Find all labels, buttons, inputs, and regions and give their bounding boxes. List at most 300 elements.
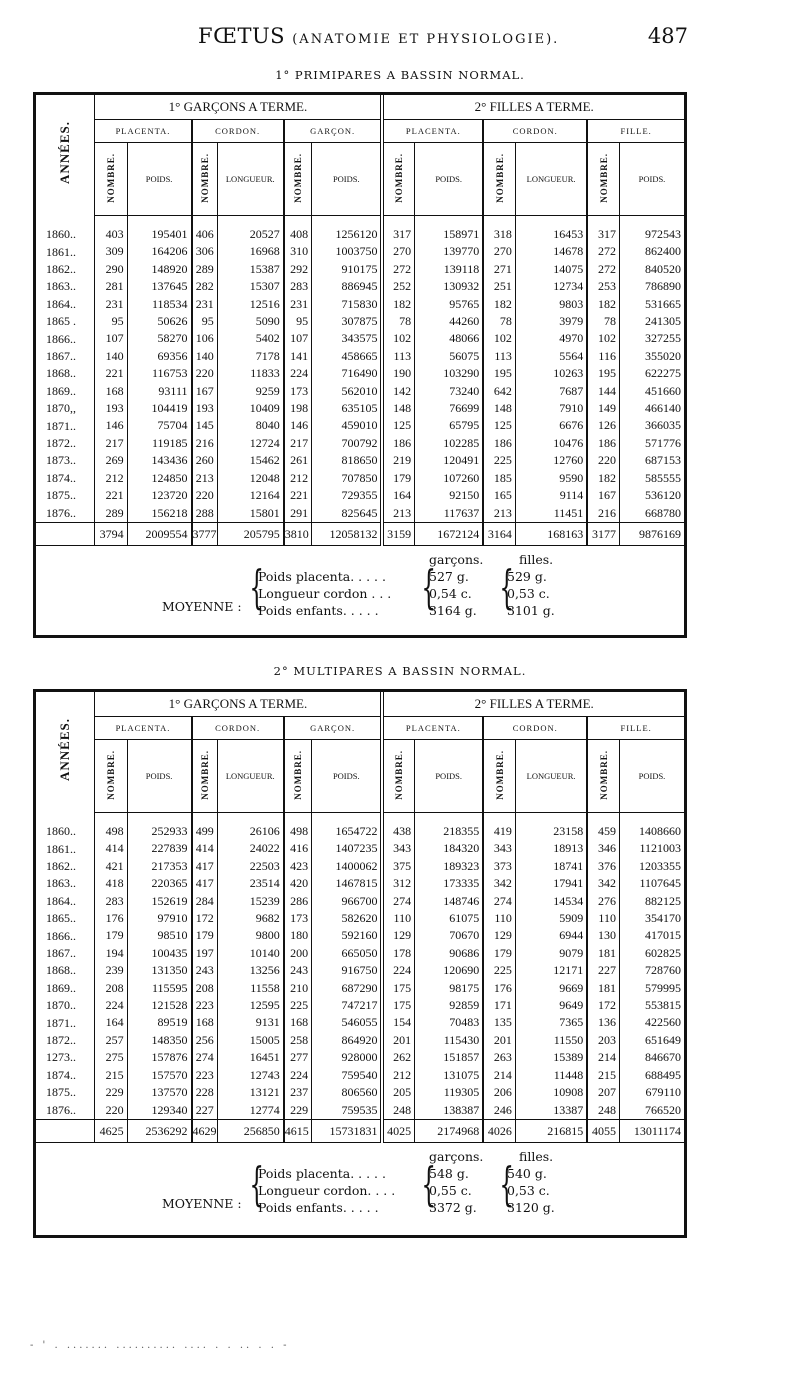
value-cell: 291 [284,505,312,523]
value-cell: 158971 [415,216,484,244]
nombre-label: NOMBRE. [598,153,609,203]
value-cell: 406 [192,216,218,244]
value-cell: 252 [382,278,414,295]
table-row [36,313,684,330]
garcons-values [429,568,477,619]
value-cell: 12595 [217,997,284,1014]
value-cell: 665050 [312,945,383,962]
value-cell: 283 [284,278,312,295]
value-cell: 846670 [619,1049,684,1066]
garcons-value: 0,54 c. [429,585,472,601]
value-cell: 138387 [415,1102,484,1120]
value-cell: 9114 [515,487,587,504]
value-cell: 241305 [619,313,684,330]
value-cell: 1256120 [312,216,383,244]
value-cell: 231 [284,296,312,313]
year-cell: 1273.. [46,1050,76,1065]
garcons-values [429,1165,477,1216]
total-cell: 256850 [217,1119,284,1142]
total-cell: 2174968 [415,1119,484,1142]
value-cell: 253 [587,278,619,295]
count-header [192,740,218,813]
value-cell: 423 [284,858,312,875]
count-header [483,740,515,813]
value-cell: 26106 [217,813,284,841]
value-cell: 130 [587,927,619,944]
value-cell: 277 [284,1049,312,1066]
girls-placenta-header: PLACENTA. [382,120,483,143]
value-cell: 9669 [515,980,587,997]
total-cell: 3164 [483,522,515,545]
value-cell: 92859 [415,997,484,1014]
value-cell: 176 [95,910,127,927]
value-cell: 928000 [312,1049,383,1066]
value-cell: 707850 [312,470,383,487]
value-cell: 421 [95,858,127,875]
value-cell: 194 [95,945,127,962]
value-cell: 124850 [127,470,191,487]
running-title [198,24,559,48]
boys-child-header: GARÇON. [284,717,383,740]
year-cell: 1870,, [46,401,76,416]
leaf-label: POIDS. [145,174,173,184]
value-cell: 193 [95,400,127,417]
value-cell: 668780 [619,505,684,523]
value-cell: 146 [284,417,312,434]
value-cell: 16453 [515,216,587,244]
value-cell: 50626 [127,313,191,330]
value-cell: 90686 [415,945,484,962]
value-cell: 14075 [515,261,587,278]
moyenne-item: Poids placenta. . . . . [258,568,386,584]
value-cell: 1654722 [312,813,383,841]
value-cell: 78 [587,313,619,330]
count-header [95,740,127,813]
total-cell: 3794 [95,522,127,545]
left-brace: { [249,1156,264,1211]
value-cell: 206 [483,1084,515,1101]
leaf-label: LONGUEUR. [225,174,275,184]
value-cell: 459 [587,813,619,841]
value-cell: 571776 [619,435,684,452]
year-cell: 1860.. [46,226,76,241]
value-cell: 355020 [619,348,684,365]
girls-child-header: FILLE. [587,120,684,143]
year-cell: 1872.. [46,436,76,451]
garcons-brace: { [421,559,436,614]
value-cell: 289 [192,261,218,278]
value-cell: 198 [284,400,312,417]
value-cell: 123720 [127,487,191,504]
value-cell: 15387 [217,261,284,278]
garcons-column-header: garçons. [429,551,484,567]
value-cell: 168 [95,383,127,400]
value-cell: 14534 [515,893,587,910]
boys-cordon-header: CORDON. [192,120,284,143]
value-cell: 146 [95,417,127,434]
value-cell: 141 [284,348,312,365]
value-header [515,143,587,216]
page-number: 487 [647,24,688,48]
table-row [36,927,684,944]
value-cell: 252933 [127,813,191,841]
value-cell: 231 [192,296,218,313]
value-cell: 148920 [127,261,191,278]
garcons-value: 0,55 c. [429,1182,472,1198]
value-cell: 5402 [217,330,284,347]
total-cell: 2009554 [127,522,191,545]
value-cell: 148350 [127,1032,191,1049]
value-cell: 237 [284,1084,312,1101]
value-header [312,740,383,813]
value-cell: 288 [192,505,218,523]
value-cell: 107260 [415,470,484,487]
year-cell: 1871.. [46,418,76,433]
girls-cordon-header: CORDON. [483,120,587,143]
value-cell: 129 [382,927,414,944]
value-cell: 12164 [217,487,284,504]
value-cell: 223 [192,997,218,1014]
year-cell: 1867.. [46,946,76,961]
value-cell: 210 [284,980,312,997]
value-cell: 195 [483,365,515,382]
value-cell: 546055 [312,1014,383,1031]
value-cell: 168 [284,1014,312,1031]
girls-child-header: FILLE. [587,717,684,740]
value-cell: 862400 [619,243,684,260]
value-cell: 13121 [217,1084,284,1101]
annees-label: ANNÉES. [57,121,73,185]
value-cell: 217 [284,435,312,452]
garcons-brace: { [421,1156,436,1211]
value-cell: 220365 [127,875,191,892]
value-cell: 164 [95,1014,127,1031]
value-cell: 106 [192,330,218,347]
value-cell: 759540 [312,1067,383,1084]
value-cell: 9803 [515,296,587,313]
count-header [192,143,218,216]
value-cell: 69356 [127,348,191,365]
value-cell: 451660 [619,383,684,400]
filles-column-header: filles. [519,551,554,567]
value-cell: 193 [192,400,218,417]
value-cell: 270 [483,243,515,260]
value-cell: 221 [284,487,312,504]
value-cell: 137645 [127,278,191,295]
leaf-label: LONGUEUR. [526,174,576,184]
value-cell: 224 [382,962,414,979]
value-cell: 185 [483,470,515,487]
year-cell: 1863.. [46,279,76,294]
value-cell: 92150 [415,487,484,504]
value-cell: 95 [95,313,127,330]
page-bottom-specks: - ' . ....... .......... .... . . .. . . - [30,1340,290,1351]
total-cell: 205795 [217,522,284,545]
value-cell: 180 [284,927,312,944]
total-cell: 12058132 [312,522,383,545]
value-cell: 257 [95,1032,127,1049]
value-cell: 916750 [312,962,383,979]
value-cell: 592160 [312,927,383,944]
garcons-value: 548 g. [429,1165,469,1181]
value-cell: 403 [95,216,127,244]
value-cell: 167 [192,383,218,400]
value-cell: 98175 [415,980,484,997]
value-cell: 148746 [415,893,484,910]
leaf-label: POIDS. [332,174,360,184]
value-cell: 12171 [515,962,587,979]
value-cell: 414 [95,840,127,857]
value-cell: 553815 [619,997,684,1014]
value-cell: 343 [382,840,414,857]
value-cell: 12048 [217,470,284,487]
value-cell: 164 [382,487,414,504]
value-cell: 8040 [217,417,284,434]
value-cell: 139118 [415,261,484,278]
moyenne-items [258,568,391,619]
year-cell: 1860.. [46,823,76,838]
nombre-label: NOMBRE. [199,153,210,203]
value-cell: 10476 [515,435,587,452]
value-cell: 208 [192,980,218,997]
count-header [95,143,127,216]
value-cell: 6944 [515,927,587,944]
table-row [36,962,684,979]
value-cell: 966700 [312,893,383,910]
value-cell: 283 [95,893,127,910]
value-header [515,740,587,813]
value-cell: 148 [382,400,414,417]
value-cell: 7910 [515,400,587,417]
value-cell: 48066 [415,330,484,347]
value-cell: 1107645 [619,875,684,892]
value-cell: 825645 [312,505,383,523]
nombre-label: NOMBRE. [292,750,303,800]
boys-placenta-header: PLACENTA. [95,120,192,143]
year-cell: 1866.. [46,331,76,346]
value-cell: 175 [382,997,414,1014]
value-cell: 12760 [515,452,587,469]
value-cell: 417 [192,875,218,892]
table-row [36,813,684,841]
table-row [36,1102,684,1120]
value-cell: 182 [587,296,619,313]
value-cell: 179 [483,945,515,962]
year-cell: 1868.. [46,366,76,381]
nombre-label: NOMBRE. [394,750,405,800]
value-cell: 7365 [515,1014,587,1031]
year-cell: 1867.. [46,349,76,364]
value-cell: 172 [587,997,619,1014]
value-cell: 149 [587,400,619,417]
value-cell: 3979 [515,313,587,330]
value-cell: 15307 [217,278,284,295]
value-cell: 246 [483,1102,515,1120]
value-cell: 218355 [415,813,484,841]
value-cell: 342 [587,875,619,892]
running-title-main: FŒTUS [198,24,286,48]
moyenne-item: Poids enfants. . . . . [258,602,379,618]
value-cell: 6676 [515,417,587,434]
leaf-label: POIDS. [145,771,173,781]
value-cell: 635105 [312,400,383,417]
value-cell: 213 [192,470,218,487]
value-cell: 729355 [312,487,383,504]
table-row [36,296,684,313]
boys-group-header: 1° GARÇONS A TERME. [95,95,382,120]
primiparous-table [33,92,687,638]
value-cell: 248 [587,1102,619,1120]
value-cell: 5909 [515,910,587,927]
annees-header [36,692,95,813]
value-cell: 205 [382,1084,414,1101]
left-brace: { [249,559,264,614]
value-cell: 107 [284,330,312,347]
value-cell: 137570 [127,1084,191,1101]
table-row [36,400,684,417]
value-cell: 116 [587,348,619,365]
value-cell: 102285 [415,435,484,452]
table-row [36,893,684,910]
value-cell: 408 [284,216,312,244]
nombre-label: NOMBRE. [199,750,210,800]
value-cell: 213 [483,505,515,523]
value-cell: 129 [483,927,515,944]
value-header [415,143,484,216]
value-cell: 186 [382,435,414,452]
value-cell: 4970 [515,330,587,347]
value-cell: 157570 [127,1067,191,1084]
moyenne-item: Longueur cordon . . . [258,585,392,601]
total-cell: 3159 [382,522,414,545]
nombre-label: NOMBRE. [106,750,117,800]
nombre-label: NOMBRE. [292,153,303,203]
value-cell: 229 [284,1102,312,1120]
value-header [415,740,484,813]
table-row [36,365,684,382]
year-cell: 1869.. [46,383,76,398]
value-cell: 354170 [619,910,684,927]
value-cell: 759535 [312,1102,383,1120]
value-cell: 148 [483,400,515,417]
value-cell: 186 [483,435,515,452]
value-cell: 864920 [312,1032,383,1049]
value-cell: 212 [95,470,127,487]
value-cell: 227 [587,962,619,979]
value-cell: 119185 [127,435,191,452]
value-cell: 110 [382,910,414,927]
value-cell: 687290 [312,980,383,997]
value-cell: 173 [284,383,312,400]
value-cell: 9131 [217,1014,284,1031]
value-cell: 227839 [127,840,191,857]
value-cell: 228 [192,1084,218,1101]
value-cell: 70670 [415,927,484,944]
value-cell: 181 [587,980,619,997]
value-cell: 414 [192,840,218,857]
table-row [36,470,684,487]
value-cell: 224 [284,1067,312,1084]
value-cell: 786890 [619,278,684,295]
value-cell: 129340 [127,1102,191,1120]
value-cell: 58270 [127,330,191,347]
value-cell: 9259 [217,383,284,400]
value-cell: 306 [192,243,218,260]
value-cell: 75704 [127,417,191,434]
value-cell: 256 [192,1032,218,1049]
year-cell: 1875.. [46,488,76,503]
value-cell: 103290 [415,365,484,382]
table-row [36,1014,684,1031]
year-cell: 1876.. [46,505,76,520]
year-cell: 1873.. [46,453,76,468]
value-cell: 190 [382,365,414,382]
filles-values [507,568,555,619]
leaf-header-row [36,740,684,813]
value-cell: 1003750 [312,243,383,260]
value-cell: 910175 [312,261,383,278]
nombre-label: NOMBRE. [494,153,505,203]
annees-header [36,95,95,216]
value-cell: 221 [95,365,127,382]
total-cell: 4625 [95,1119,127,1142]
table-row [36,910,684,927]
value-cell: 195 [587,365,619,382]
value-cell: 195401 [127,216,191,244]
value-cell: 110 [587,910,619,927]
value-cell: 215 [587,1067,619,1084]
value-cell: 262 [382,1049,414,1066]
value-cell: 203 [587,1032,619,1049]
value-cell: 131075 [415,1067,484,1084]
value-cell: 184320 [415,840,484,857]
value-header [312,143,383,216]
totals-label-cell [36,1119,95,1142]
value-cell: 766520 [619,1102,684,1120]
garcons-column-header: garçons. [429,1148,484,1164]
value-cell: 97910 [127,910,191,927]
value-cell: 289 [95,505,127,523]
value-cell: 9590 [515,470,587,487]
table-row [36,980,684,997]
value-cell: 102 [483,330,515,347]
value-cell: 498 [284,813,312,841]
total-cell: 4055 [587,1119,619,1142]
count-header [284,740,312,813]
value-cell: 23158 [515,813,587,841]
value-cell: 186 [587,435,619,452]
value-cell: 13387 [515,1102,587,1120]
table-row [36,417,684,434]
value-cell: 366035 [619,417,684,434]
value-cell: 179 [95,927,127,944]
total-cell: 168163 [515,522,587,545]
value-cell: 145 [192,417,218,434]
annees-label: ANNÉES. [57,718,73,782]
value-cell: 9079 [515,945,587,962]
value-header [127,143,191,216]
value-cell: 219 [382,452,414,469]
boys-cordon-header: CORDON. [192,717,284,740]
value-cell: 12724 [217,435,284,452]
value-cell: 466140 [619,400,684,417]
value-cell: 115430 [415,1032,484,1049]
total-cell: 15731831 [312,1119,383,1142]
count-header [382,143,414,216]
value-cell: 216 [192,435,218,452]
value-cell: 181 [587,945,619,962]
value-cell: 309 [95,243,127,260]
